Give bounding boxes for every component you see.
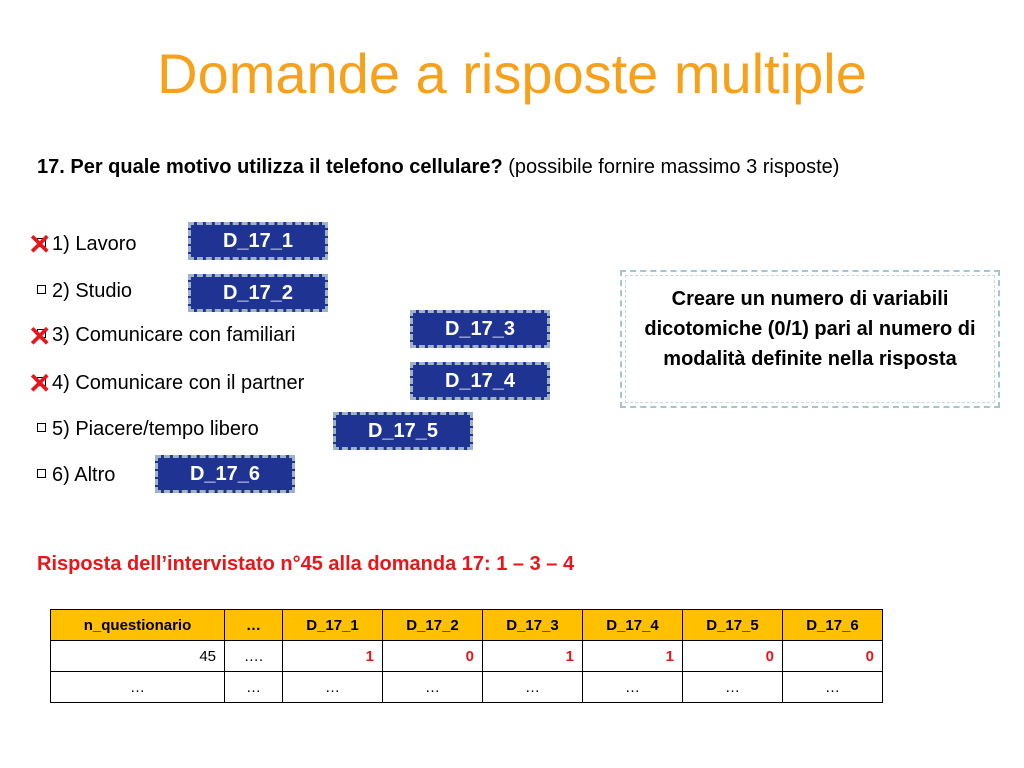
cross-mark-icon: ✕ — [28, 368, 52, 399]
table-header-row — [51, 610, 883, 641]
table-cell: 1 — [483, 641, 583, 672]
option-label: 2) Studio — [52, 280, 133, 302]
table-row — [51, 641, 883, 672]
question-bold: 17. Per quale motivo utilizza il telefono cellulare? — [37, 156, 503, 178]
option-label: 1) Lavoro — [52, 233, 137, 255]
variable-box-d17-3: D_17_3 — [410, 310, 550, 348]
table-cell: … — [383, 672, 483, 703]
checkbox-icon — [37, 423, 46, 432]
option-label: 4) Comunicare con il partner — [52, 372, 305, 394]
col-header: D_17_1 — [283, 610, 383, 641]
option-4 — [37, 370, 304, 396]
question-note: (possibile fornire massimo 3 risposte) — [502, 156, 840, 178]
option-label: 3) Comunicare con familiari — [52, 324, 296, 346]
option-label: 5) Piacere/tempo libero — [52, 418, 259, 440]
col-header: D_17_5 — [683, 610, 783, 641]
table-cell: 0 — [383, 641, 483, 672]
option-5 — [37, 416, 259, 442]
table-cell: …. — [225, 641, 283, 672]
table-cell: 1 — [283, 641, 383, 672]
table-cell: … — [483, 672, 583, 703]
note-box: Creare un numero di variabili dicotomiche (0/1) pari al numero di modalità definite nella risposta — [620, 270, 1000, 408]
option-2 — [37, 278, 132, 304]
variable-box-d17-1: D_17_1 — [188, 222, 328, 260]
col-header: … — [225, 610, 283, 641]
respondent-answer: Risposta dell’intervistato n°45 alla domanda 17: 1 – 3 – 4 — [37, 553, 575, 575]
table-row — [51, 672, 883, 703]
col-header: D_17_6 — [783, 610, 883, 641]
variable-box-d17-2: D_17_2 — [188, 274, 328, 312]
table-cell: 0 — [683, 641, 783, 672]
option-1 — [37, 231, 137, 257]
table-cell: 1 — [583, 641, 683, 672]
col-header: D_17_2 — [383, 610, 483, 641]
slide-title: Domande a risposte multiple — [157, 42, 867, 105]
col-header: D_17_4 — [583, 610, 683, 641]
checkbox-icon — [37, 469, 46, 478]
table-cell: … — [583, 672, 683, 703]
table-cell: 0 — [783, 641, 883, 672]
variable-box-d17-5: D_17_5 — [333, 412, 473, 450]
table-cell: … — [51, 672, 225, 703]
option-3 — [37, 322, 295, 348]
question-text — [37, 153, 857, 181]
option-label: 6) Altro — [52, 464, 116, 486]
variable-box-d17-4: D_17_4 — [410, 362, 550, 400]
table-cell: 45 — [51, 641, 225, 672]
col-header: n_questionario — [51, 610, 225, 641]
variable-box-d17-6: D_17_6 — [155, 455, 295, 493]
checkbox-icon — [37, 285, 46, 294]
option-6 — [37, 462, 115, 488]
table-cell: … — [225, 672, 283, 703]
cross-mark-icon: ✕ — [28, 321, 52, 352]
table-cell: … — [283, 672, 383, 703]
table-cell: … — [783, 672, 883, 703]
cross-mark-icon: ✕ — [28, 229, 52, 260]
data-table — [50, 609, 883, 703]
table-cell: … — [683, 672, 783, 703]
col-header: D_17_3 — [483, 610, 583, 641]
